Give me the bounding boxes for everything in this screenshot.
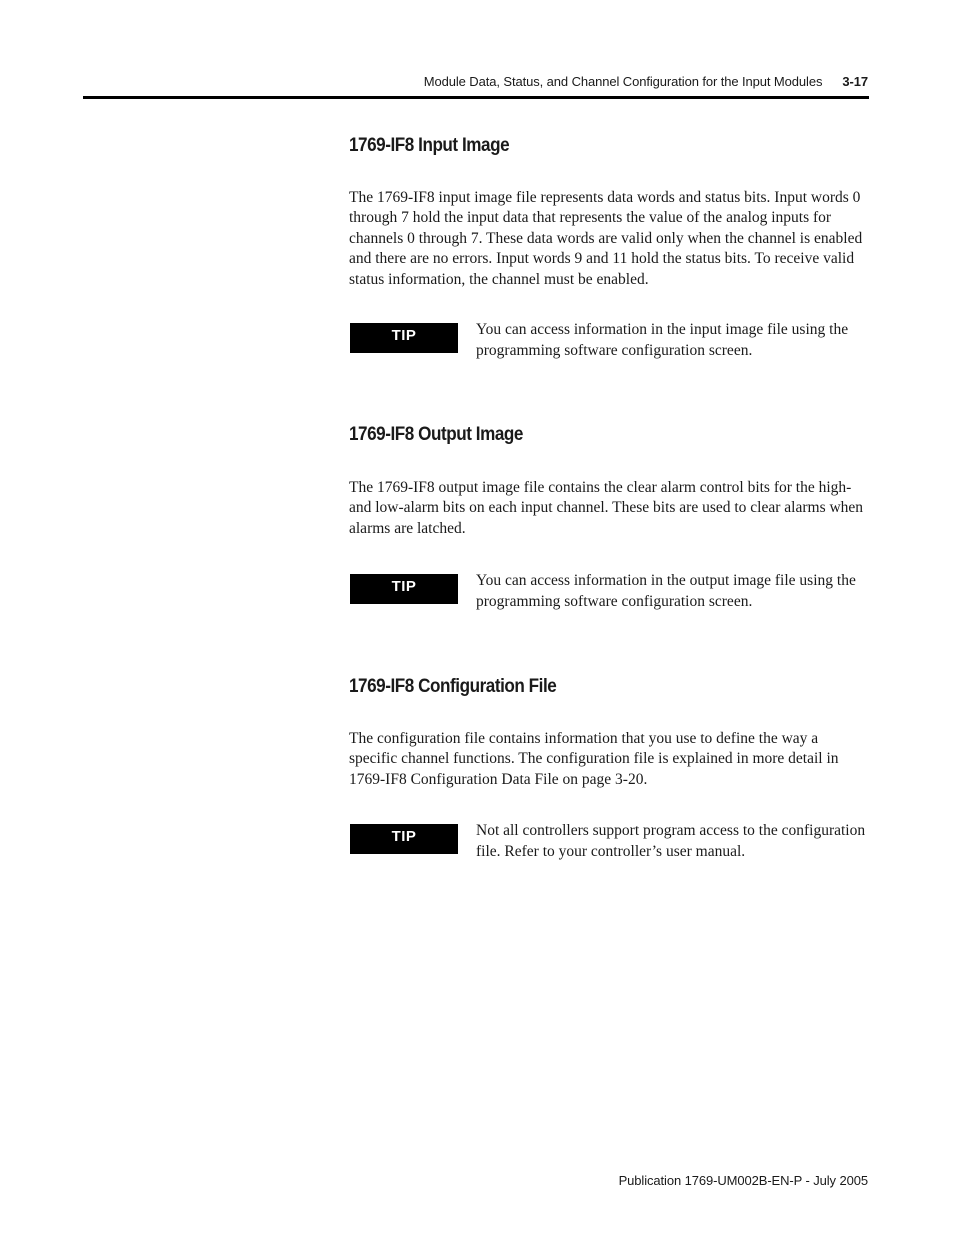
section-body-configuration-file: The configuration file contains information that you use to define the way a specific channel functions. The configuration file is explained in more detail in 1769-IF8 Configuration Data File on page 3-20. — [349, 730, 839, 788]
tip-label: TIP — [350, 824, 458, 854]
running-header — [424, 74, 868, 89]
tip-label: TIP — [350, 323, 458, 353]
section-title-output-image: 1769-IF8 Output Image — [349, 424, 523, 445]
section-body-output-image: The 1769-IF8 output image file contains the clear alarm control bits for the high- and low-alarm bits on each input channel. These bits are used to clear alarms when alarms are latched. — [349, 479, 864, 537]
publication-footer: Publication 1769-UM002B-EN-P - July 2005 — [618, 1173, 868, 1188]
tip-label: TIP — [350, 574, 458, 604]
section-body-input-image: The 1769-IF8 input image file represents data words and status bits. Input words 0 through 7 hold the input data that represents the value of the analog inputs for channels 0 through 7. These data words are valid only when the channel is enabled and there are no errors. Input words 9 and 11 hold the status bits. To receive valid status information, the channel must be enabled. — [349, 189, 863, 288]
chapter-title: Module Data, Status, and Channel Configuration for the Input Modules — [423, 74, 823, 89]
section-title-input-image: 1769-IF8 Input Image — [349, 135, 510, 156]
header-rule — [83, 96, 869, 99]
tip-text-input-image: You can access information in the input image file using the programming software configuration screen. — [476, 321, 849, 359]
section-title-configuration-file: 1769-IF8 Configuration File — [349, 676, 557, 697]
page-number: 3-17 — [842, 74, 868, 89]
tip-text-output-image: You can access information in the output image file using the programming software configuration screen. — [476, 572, 856, 610]
tip-text-configuration-file: Not all controllers support program access to the configuration file. Refer to your controller’s user manual. — [476, 822, 866, 860]
